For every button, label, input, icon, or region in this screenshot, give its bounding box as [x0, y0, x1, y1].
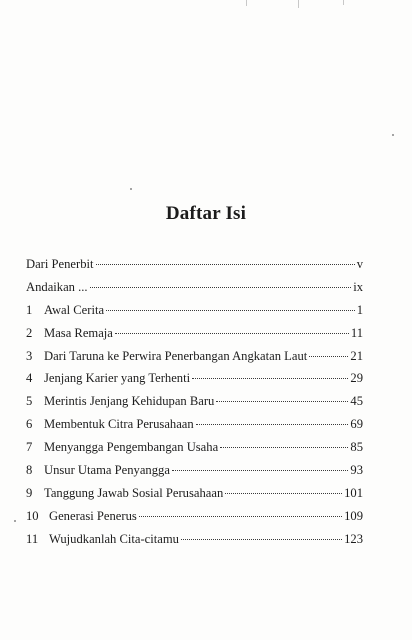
toc-entry: [26, 394, 363, 417]
toc-entry-number: 6: [26, 417, 33, 432]
dot-leader: [172, 470, 348, 471]
toc-entry: [26, 303, 363, 326]
toc-entry-number: 2: [26, 325, 33, 340]
toc-entry-label: Tanggung Jawab Sosial Perusahaan: [44, 485, 224, 500]
toc-entry-label: Membentuk Citra Perusahaan: [44, 417, 194, 432]
toc-entry-page: 29: [350, 371, 363, 386]
dot-leader: [181, 539, 342, 540]
dot-leader: [139, 516, 342, 517]
toc-title: Daftar Isi: [165, 203, 247, 224]
toc-list: [26, 257, 363, 555]
toc-entry-page: 45: [350, 394, 363, 409]
dot-leader: [192, 378, 348, 379]
toc-entry-number: 7: [26, 440, 33, 455]
toc-entry: [26, 486, 363, 509]
toc-entry-label: Generasi Penerus: [49, 508, 137, 523]
toc-entry-page: ix: [353, 279, 363, 294]
toc-entry-label: Wujudkanlah Cita-citamu: [49, 531, 179, 546]
toc-entry-number: 5: [26, 394, 33, 409]
toc-entry-label: Menyangga Pengembangan Usaha: [44, 440, 219, 455]
toc-entry: [26, 509, 363, 532]
toc-entry-page: 1: [356, 302, 363, 317]
toc-entry-page: 101: [344, 485, 363, 500]
toc-entry-label: Awal Cerita: [44, 302, 105, 317]
dot-leader: [96, 264, 355, 265]
toc-entry-label: Andaikan ...: [26, 279, 88, 294]
scan-mark: [343, 0, 344, 5]
dot-leader: [225, 493, 342, 494]
toc-entry-page: 109: [344, 508, 363, 523]
dot-leader: [220, 447, 348, 448]
toc-entry-number: 9: [26, 485, 33, 500]
toc-entry-number: 1: [26, 302, 33, 317]
toc-entry: [26, 440, 363, 463]
toc-entry-label: Merintis Jenjang Kehidupan Baru: [44, 394, 215, 409]
toc-entry-label: Masa Remaja: [44, 325, 113, 340]
toc-entry-number: 10: [26, 508, 39, 523]
dot-leader: [115, 333, 349, 334]
toc-entry-number: 11: [26, 531, 39, 546]
toc-entry-page: 69: [350, 417, 363, 432]
toc-entry-label: Jenjang Karier yang Terhenti: [44, 371, 191, 386]
toc-entry-page: v: [356, 257, 363, 271]
toc-entry-label: Dari Taruna ke Perwira Penerbangan Angkatan Laut: [44, 348, 308, 363]
toc-entry-page: 85: [350, 440, 363, 455]
toc-entry-page: 21: [350, 348, 363, 363]
dot-leader: [216, 401, 348, 402]
toc-entry: [26, 280, 363, 303]
dot-leader: [90, 287, 352, 288]
toc-entry-number: 4: [26, 371, 33, 386]
scan-mark: [298, 0, 299, 8]
toc-entry: [26, 257, 363, 280]
toc-entry: [26, 532, 363, 555]
toc-entry: [26, 326, 363, 349]
toc-entry: [26, 371, 363, 394]
toc-entry-number: 3: [26, 348, 33, 363]
toc-entry-page: 11: [350, 325, 363, 340]
toc-entry-number: 8: [26, 463, 33, 478]
scan-speck: [392, 134, 394, 136]
toc-entry-page: 123: [344, 531, 363, 546]
toc-entry: [26, 417, 363, 440]
toc-entry-label: Unsur Utama Penyangga: [44, 463, 170, 478]
toc-entry: [26, 349, 363, 372]
toc-entry-page: 93: [350, 463, 363, 478]
scan-mark: [246, 0, 247, 6]
dot-leader: [196, 424, 349, 425]
dot-leader: [106, 310, 355, 311]
scan-speck: [130, 188, 132, 190]
dot-leader: [309, 356, 348, 357]
scan-speck: [14, 520, 16, 522]
toc-entry: [26, 463, 363, 486]
toc-entry-label: Dari Penerbit: [26, 257, 94, 271]
